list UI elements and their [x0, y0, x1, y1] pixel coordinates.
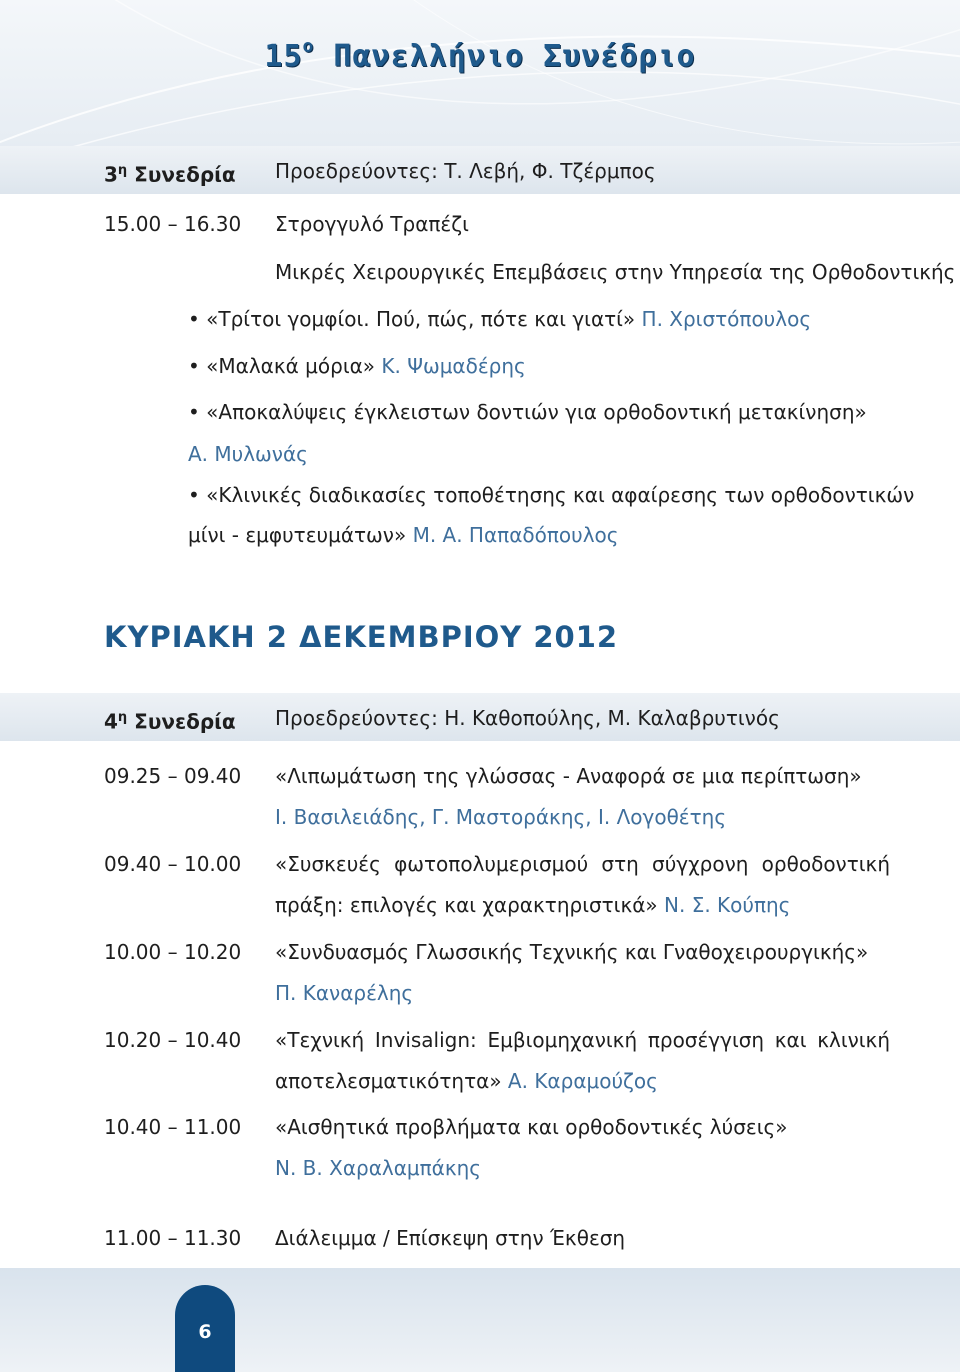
- day-heading: ΚΥΡΙΑΚΗ 2 ΔΕΚΕΜΒΡΙΟΥ 2012: [104, 620, 619, 654]
- session-3-format: Στρογγυλό Τραπέζι: [275, 212, 469, 236]
- talk-title: «Τεχνική Invisalign: Εμβιομηχανική προσέγγιση και κλινική: [275, 1028, 890, 1052]
- session-3-chairs: Προεδρεύοντες: Τ. Λεβή, Φ. Τζέρμπος: [275, 159, 656, 183]
- talk-time: 10.40 – 11.00: [104, 1115, 242, 1139]
- talk-time: 10.00 – 10.20: [104, 940, 242, 964]
- page-number-tab: [175, 1285, 235, 1372]
- talk-time: 09.25 – 09.40: [104, 764, 242, 788]
- session-4-label: $4^\eta$ Συνεδρία: [104, 709, 236, 734]
- talk-time: 10.20 – 10.40: [104, 1028, 242, 1052]
- talk-speaker: Ι. Βασιλειάδης, Γ. Μαστοράκης, Ι. Λογοθέτης: [275, 805, 727, 829]
- list-item: • «Τρίτοι γομφίοι. Πού, πώς, πότε και γιατί» Π. Χριστόπουλος: [188, 307, 812, 331]
- session-3-time: 15.00 – 16.30: [104, 212, 242, 236]
- page-title: $15^o$ Πανελλήνιο Συνέδριο: [264, 36, 696, 74]
- list-item: • «Αποκαλύψεις έγκλειστων δοντιών για ορθοδοντική μετακίνηση»: [188, 400, 867, 424]
- list-item: • «Κλινικές διαδικασίες τοποθέτησης και αφαίρεσης των ορθοδοντικών: [188, 483, 915, 507]
- talk-title: «Συσκευές φωτοπολυμερισμού στη σύγχρονη ορθοδοντική: [275, 852, 890, 876]
- break-text: Διάλειμμα / Επίσκεψη στην Έκθεση: [275, 1226, 626, 1250]
- talk-title-continuation: αποτελεσματικότητα» Α. Καραμούζος: [275, 1069, 658, 1093]
- speaker-name: Α. Μυλωνάς: [188, 442, 308, 466]
- break-time: 11.00 – 11.30: [104, 1226, 242, 1250]
- talk-speaker: Π. Καναρέλης: [275, 981, 414, 1005]
- list-item-continuation: μίνι - εμφυτευμάτων» Μ. Α. Παπαδόπουλος: [188, 523, 619, 547]
- list-item: • «Μαλακά μόρια» Κ. Ψωμαδέρης: [188, 354, 526, 378]
- talk-time: 09.40 – 10.00: [104, 852, 242, 876]
- talk-title: «Συνδυασμός Γλωσσικής Τεχνικής και Γναθοχειρουργικής»: [275, 940, 869, 964]
- session-3-label: $3^\eta$ Συνεδρία: [104, 162, 236, 187]
- session-4-chairs: Προεδρεύοντες: Η. Καθοπούλης, Μ. Καλαβρυτινός: [275, 706, 780, 730]
- footer-band: [0, 1268, 960, 1372]
- talk-title: «Αισθητικά προβλήματα και ορθοδοντικές λύσεις»: [275, 1115, 788, 1139]
- talk-title-continuation: πράξη: επιλογές και χαρακτηριστικά» Ν. Σ. Κούπης: [275, 893, 791, 917]
- session-3-topic: Μικρές Χειρουργικές Επεμβάσεις στην Υπηρεσία της Ορθοδοντικής: [275, 260, 956, 284]
- page-number: 6: [198, 1321, 212, 1343]
- talk-speaker: Ν. Β. Χαραλαμπάκης: [275, 1156, 482, 1180]
- talk-title: «Λιπωμάτωση της γλώσσας - Αναφορά σε μια περίπτωση»: [275, 764, 862, 788]
